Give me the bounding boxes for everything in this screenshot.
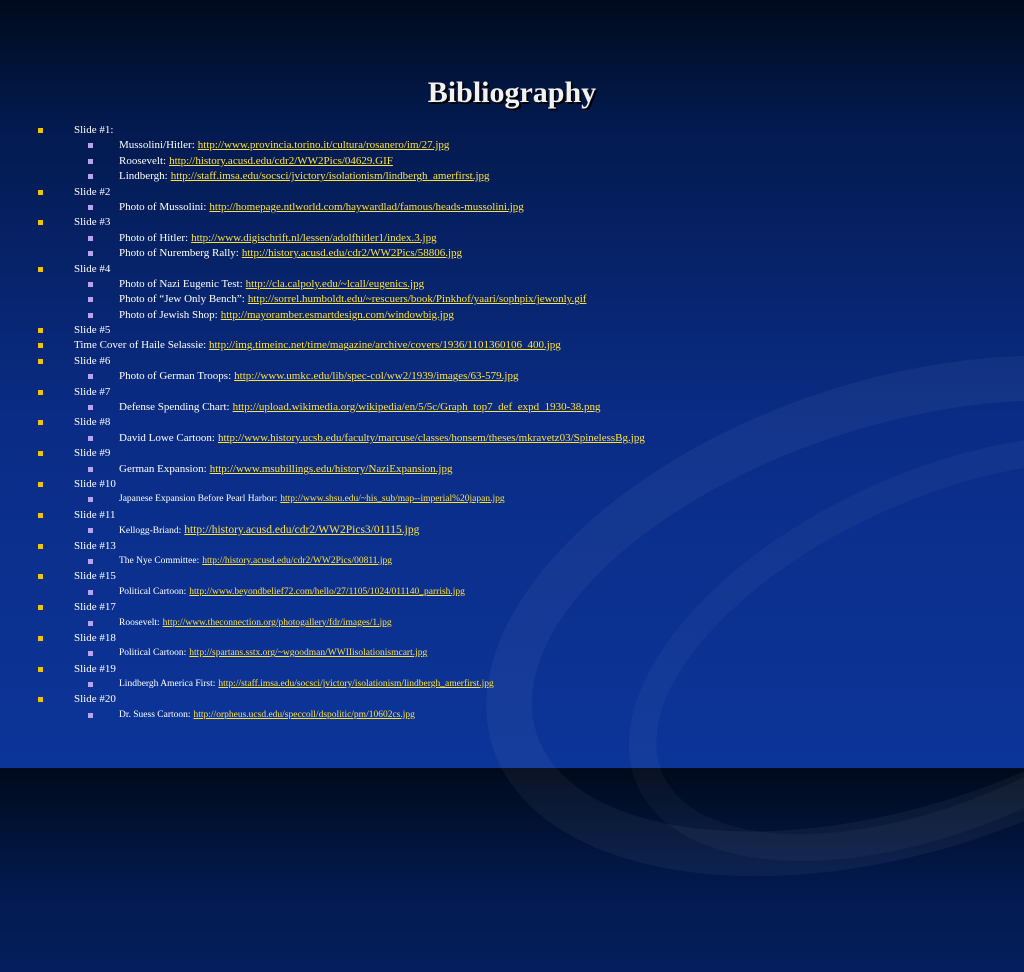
slide-heading-item <box>0 338 645 353</box>
source-item <box>0 431 645 446</box>
source-item <box>0 154 645 169</box>
source-label: Lindbergh: <box>119 170 168 183</box>
slide-heading-item <box>0 415 645 430</box>
source-link[interactable]: http://spartans.sstx.org/~wgoodman/WWIIisolationismcart.jpg <box>189 648 428 659</box>
slide-heading-item <box>0 123 645 138</box>
source-item <box>0 492 645 507</box>
slide-heading-label: Slide #2 <box>74 185 111 198</box>
slide-heading-label: Slide #4 <box>74 262 111 275</box>
source-link[interactable]: http://history.acusd.edu/cdr2/WW2Pics3/01115.jpg <box>184 524 420 537</box>
source-link[interactable]: http://staff.imsa.edu/socsci/jvictory/isolationism/lindbergh_amerfirst.jpg <box>218 679 494 690</box>
source-item <box>0 462 645 477</box>
source-label: Photo of Jewish Shop: <box>119 308 218 321</box>
slide-heading-label: Slide #3 <box>74 216 111 229</box>
source-link[interactable]: http://www.history.ucsb.edu/faculty/marcuse/classes/honsem/theses/mkravetz03/SpinelessBg.jpg <box>217 431 645 444</box>
source-item <box>0 231 645 246</box>
slide-heading-item <box>0 215 645 230</box>
source-label: David Lowe Cartoon: <box>119 431 215 444</box>
source-item <box>0 554 645 569</box>
slide-heading-item <box>0 692 645 707</box>
slide-heading-item <box>0 262 645 277</box>
slide-heading-item <box>0 508 645 523</box>
source-link[interactable]: http://staff.imsa.edu/socsci/jvictory/isolationism/lindbergh_amerfirst.jpg <box>170 170 490 183</box>
slide-heading-label: Time Cover of Haile Selassie: <box>74 339 207 352</box>
slide-heading-label: Slide #11 <box>74 508 116 521</box>
source-label: Photo of Nuremberg Rally: <box>119 247 239 260</box>
source-label: Mussolini/Hitler: <box>119 139 195 152</box>
slide-heading-label: Slide #8 <box>74 416 111 429</box>
source-link[interactable]: http://cla.calpoly.edu/~lcall/eugenics.jpg <box>245 277 425 290</box>
slide-heading-label: Slide #18 <box>74 631 116 644</box>
slide-heading-label: Slide #7 <box>74 385 111 398</box>
source-item <box>0 138 645 153</box>
source-label: Japanese Expansion Before Pearl Harbor: <box>119 494 278 505</box>
source-label: Kellogg-Briand: <box>119 526 182 537</box>
source-link[interactable]: http://www.digischrift.nl/lessen/adolfhitler1/index.3.jpg <box>191 231 437 244</box>
slide-heading-item <box>0 354 645 369</box>
source-item <box>0 169 645 184</box>
source-link[interactable]: http://mayoramber.esmartdesign.com/windowbig.jpg <box>220 308 454 321</box>
source-link[interactable]: http://www.provincia.torino.it/cultura/rosanero/im/27.jpg <box>197 139 450 152</box>
source-label: Lindbergh America First: <box>119 679 216 690</box>
source-item <box>0 616 645 631</box>
source-item <box>0 400 645 415</box>
source-label: Photo of Mussolini: <box>119 200 207 213</box>
source-link[interactable]: http://www.shsu.edu/~his_sub/map--imperial%20japan.jpg <box>280 494 505 505</box>
slide-heading-item <box>0 385 645 400</box>
source-item <box>0 292 645 307</box>
source-item <box>0 708 645 723</box>
slide-heading-item <box>0 600 645 615</box>
source-item <box>0 523 645 538</box>
source-label: Photo of Hitler: <box>119 231 189 244</box>
source-link[interactable]: http://orpheus.ucsd.edu/speccoll/dspolitic/pm/10602cs.jpg <box>193 709 415 720</box>
source-link[interactable]: http://img.timeinc.net/time/magazine/archive/covers/1936/1101360106_400.jpg <box>208 339 561 352</box>
source-link[interactable]: http://upload.wikimedia.org/wikipedia/en/5/5c/Graph_top7_def_expd_1930-38.png <box>232 401 601 414</box>
source-label: Dr. Suess Cartoon: <box>119 709 191 720</box>
source-item <box>0 369 645 384</box>
source-link[interactable]: http://sorrel.humboldt.edu/~rescuers/book/Pinkhof/yaari/sophpix/jewonly.gif <box>247 293 587 306</box>
source-label: Photo of German Troops: <box>119 370 232 383</box>
slide-heading-item <box>0 631 645 646</box>
slide-heading-item <box>0 662 645 677</box>
slide-heading-item <box>0 477 645 492</box>
source-link[interactable]: http://www.theconnection.org/photogallery/fdr/images/1.jpg <box>162 617 392 628</box>
slide-heading-label: Slide #5 <box>74 324 111 337</box>
source-item <box>0 585 645 600</box>
bibliography-list <box>0 123 645 723</box>
source-label: Roosevelt: <box>119 617 160 628</box>
source-label: Political Cartoon: <box>119 586 187 597</box>
slide-heading-item <box>0 446 645 461</box>
source-label: Defense Spending Chart: <box>119 401 230 414</box>
source-link[interactable]: http://www.umkc.edu/lib/spec-col/ww2/1939/images/63-579.jpg <box>234 370 519 383</box>
source-item <box>0 246 645 261</box>
source-item <box>0 308 645 323</box>
source-link[interactable]: http://history.acusd.edu/cdr2/WW2Pics/58806.jpg <box>241 247 463 260</box>
source-link[interactable]: http://history.acusd.edu/cdr2/WW2Pics/00811.jpg <box>202 555 392 566</box>
source-label: Roosevelt: <box>119 154 167 167</box>
source-label: The Nye Committee: <box>119 555 200 566</box>
slide-heading-item <box>0 185 645 200</box>
source-link[interactable]: http://homepage.ntlworld.com/haywardlad/famous/heads-mussolini.jpg <box>209 200 524 213</box>
source-label: Photo of “Jew Only Bench”: <box>119 293 245 306</box>
source-item <box>0 277 645 292</box>
slide-heading-label: Slide #1: <box>74 124 114 136</box>
source-item <box>0 200 645 215</box>
source-item <box>0 646 645 661</box>
slide-heading-label: Slide #20 <box>74 693 116 706</box>
slide-heading-item <box>0 539 645 554</box>
slide-title: Bibliography <box>427 76 597 109</box>
source-link[interactable]: http://www.beyondbelief72.com/hello/27/1105/1024/011140_parrish.jpg <box>189 586 465 597</box>
slide-heading-label: Slide #17 <box>74 601 116 614</box>
slide-heading-label: Slide #13 <box>74 539 116 552</box>
source-link[interactable]: http://www.msubillings.edu/history/NaziExpansion.jpg <box>209 462 453 475</box>
slide-heading-item <box>0 323 645 338</box>
slide-heading-label: Slide #6 <box>74 354 111 367</box>
slide-heading-label: Slide #19 <box>74 662 116 675</box>
slide-heading-label: Slide #15 <box>74 570 116 583</box>
source-label: Political Cartoon: <box>119 648 187 659</box>
source-label: Photo of Nazi Eugenic Test: <box>119 277 243 290</box>
slide-heading-item <box>0 569 645 584</box>
source-link[interactable]: http://history.acusd.edu/cdr2/WW2Pics/04629.GIF <box>169 154 393 167</box>
slide-heading-label: Slide #10 <box>74 477 116 490</box>
slide-heading-label: Slide #9 <box>74 447 111 460</box>
source-label: German Expansion: <box>119 462 207 475</box>
source-item <box>0 677 645 692</box>
